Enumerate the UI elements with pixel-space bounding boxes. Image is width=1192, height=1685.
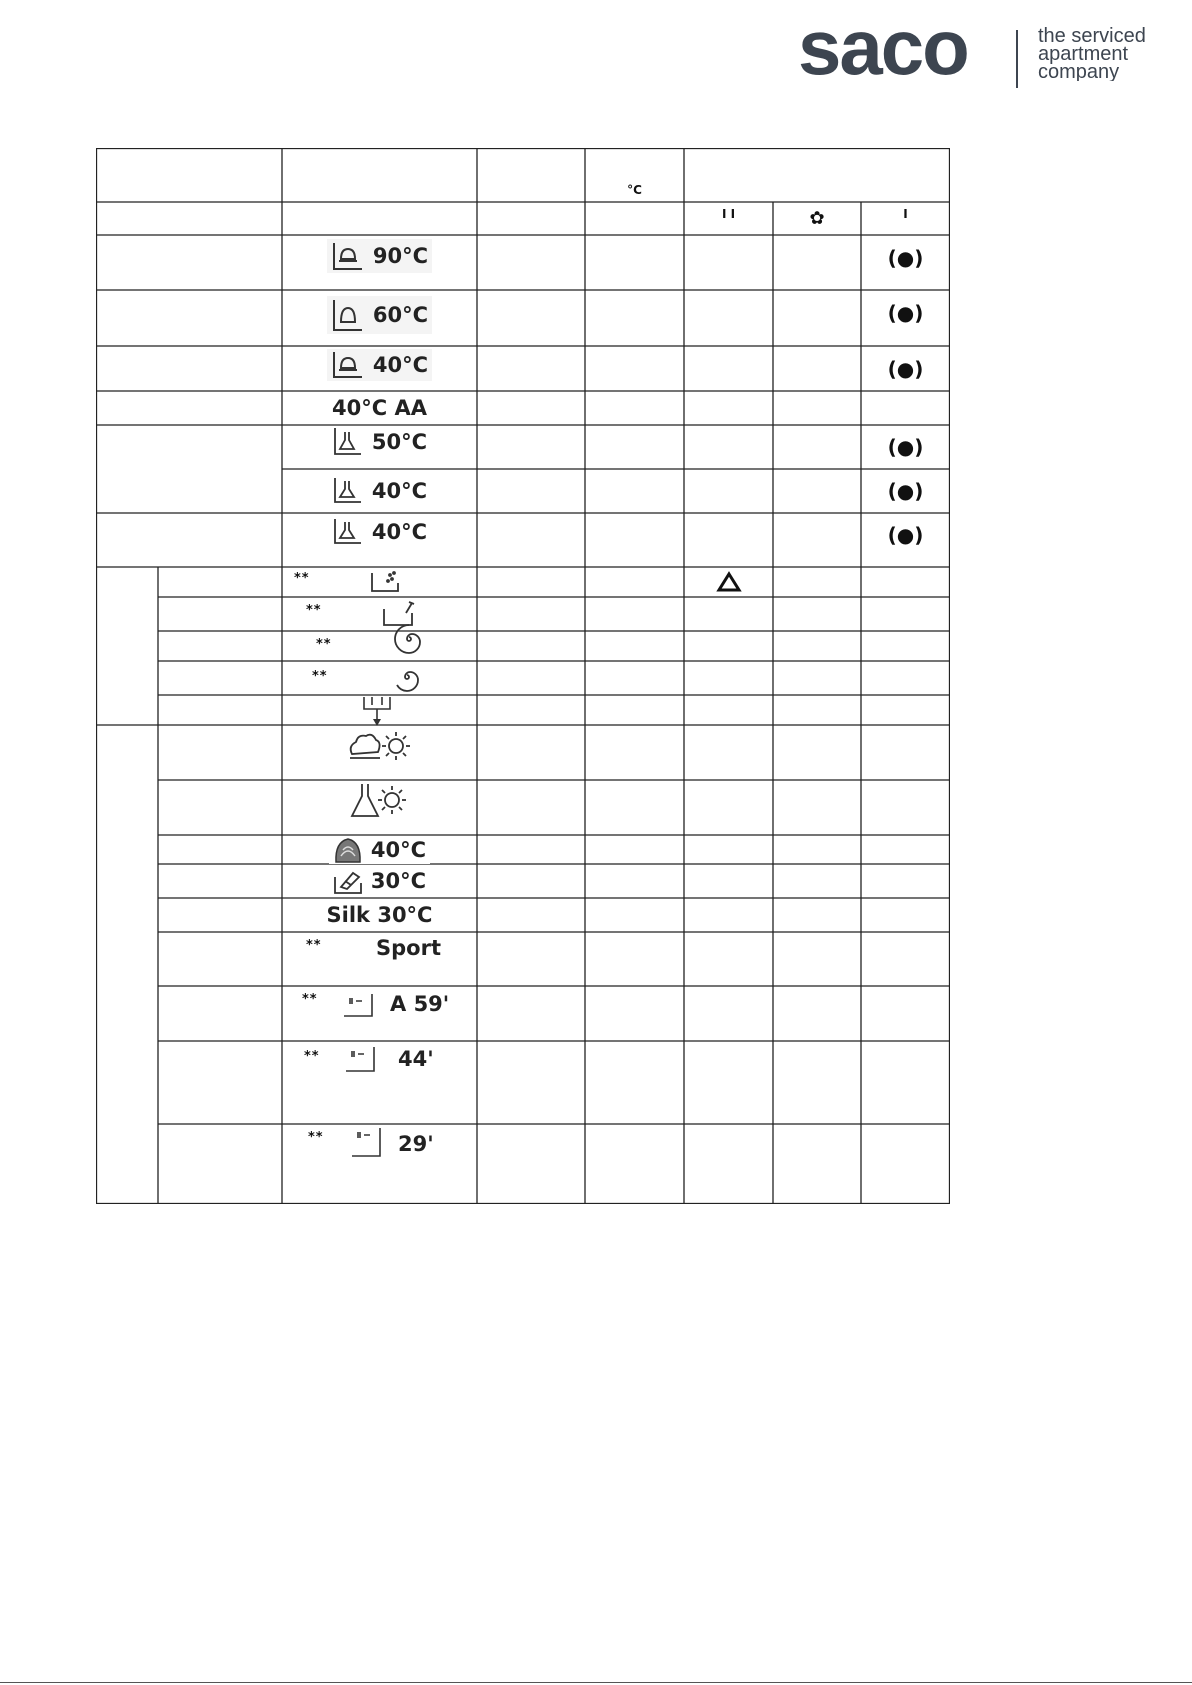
program-cotton-60: 60°C: [282, 290, 477, 346]
program-gentle-spin: **: [282, 661, 477, 695]
cotton-dry-icon: [346, 728, 414, 766]
synthetic-flask-icon: [332, 426, 364, 458]
program-quick-59: ** A 59': [282, 986, 477, 1041]
drain-icon: [360, 695, 394, 729]
logo-divider: [1016, 30, 1018, 88]
page-bottom-rule: [0, 1682, 1192, 1683]
program-rinse: **: [282, 567, 477, 597]
warning-triangle-icon: [684, 567, 773, 597]
wool-icon: [333, 836, 363, 864]
program-synthetic-dry: [282, 780, 477, 835]
program-quick-29: ** 29': [282, 1124, 477, 1204]
quick-icon: [350, 1126, 382, 1160]
table-grid-lines: [96, 148, 950, 1204]
program-synthetic-40: 40°C: [282, 469, 477, 513]
temperature-header: °C: [627, 183, 642, 197]
row-dot: (●): [887, 301, 924, 325]
row-dot: (●): [887, 356, 924, 381]
program-handwash-30: 30°C: [282, 864, 477, 898]
saco-logo: [798, 3, 1168, 94]
program-cotton-90: 90°C: [282, 235, 477, 290]
prewash-header-icon: I I: [721, 207, 736, 221]
cotton-tub-icon: [331, 296, 365, 334]
gentle-spin-icon: [392, 661, 422, 693]
program-40-aa: 40°C AA: [282, 391, 477, 425]
program-spin: **: [282, 631, 477, 661]
row-dot: (●): [887, 246, 924, 270]
cotton-tub-icon: [331, 239, 365, 273]
row-dot: (●): [887, 479, 924, 503]
program-cotton-dry: [282, 725, 477, 780]
cotton-tub-icon: [331, 349, 365, 381]
program-table: [96, 148, 950, 1204]
program-quick-44: ** 44': [282, 1041, 477, 1124]
program-synthetic-50: 50°C: [282, 425, 477, 469]
synthetic-flask-icon: [332, 476, 364, 506]
quick-icon: [342, 992, 374, 1020]
program-softener: **: [282, 597, 477, 631]
flower-header-icon: ✿: [809, 208, 825, 229]
program-cotton-40: 40°C: [282, 346, 477, 391]
program-drain: [282, 695, 477, 725]
program-sport: ** Sport: [282, 932, 477, 986]
quick-icon: [344, 1045, 376, 1075]
handwash-icon: [333, 867, 363, 895]
option-header-icon: I: [903, 207, 908, 221]
logo-wordmark: saco: [798, 3, 968, 91]
program-silk-30: Silk 30°C: [282, 898, 477, 932]
rinse-icon: [370, 569, 400, 595]
spin-icon: [394, 619, 424, 659]
row-dot: (●): [887, 523, 924, 547]
logo-tagline: the serviced apartment company: [1038, 27, 1146, 81]
synthetic-dry-icon: [348, 782, 412, 820]
row-dot: (●): [887, 435, 924, 459]
program-wool-40: 40°C: [282, 835, 477, 864]
synthetic-flask-icon: [332, 517, 364, 547]
program-synthetic-40-b: 40°C: [282, 513, 477, 567]
